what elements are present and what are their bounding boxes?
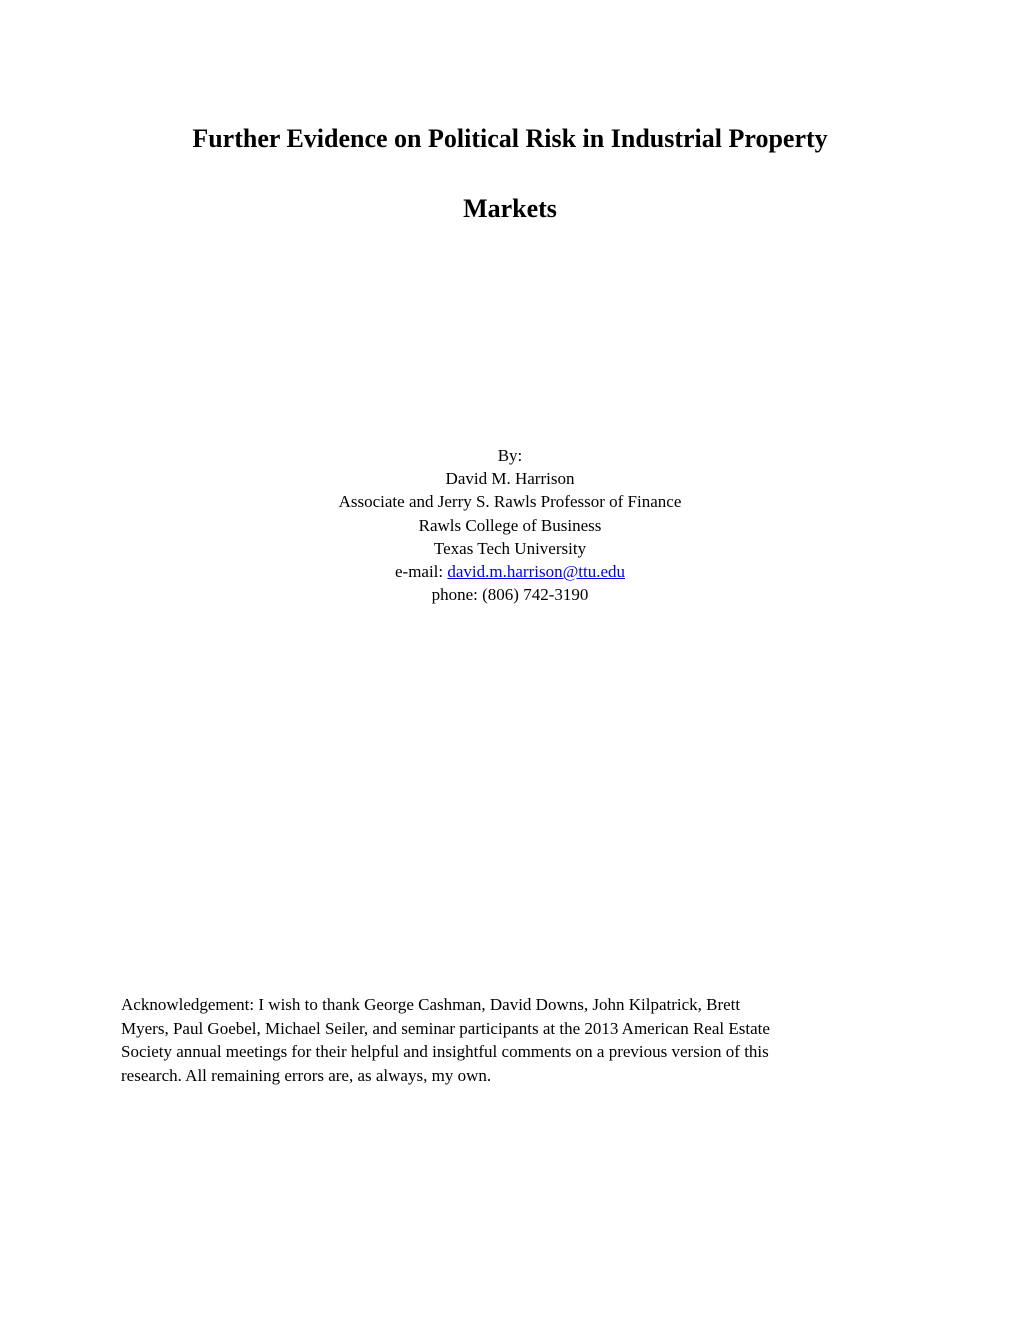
email-label: e-mail: [394,562,448,582]
author-block [0,444,1020,606]
author-phone: phone: (806) 742-3190 [431,585,589,605]
acknowledgement-line: Myers, Paul Goebel, Michael Seiler, and seminar participants at the 2013 American Real Estate [121,1018,770,1038]
acknowledgement-paragraph [121,993,891,1087]
title-line-2: Markets [463,194,557,223]
acknowledgement-line: Acknowledgement: I wish to thank George Cashman, David Downs, John Kilpatrick, Brett [121,995,741,1014]
acknowledgement-line: Society annual meetings for their helpful and insightful comments on a previous version of this [121,1042,769,1061]
author-university: Texas Tech University [433,538,587,558]
by-label: By: [497,446,523,465]
acknowledgement-line: research. All remaining errors are, as always, my own. [121,1065,492,1085]
author-position: Associate and Jerry S. Rawls Professor of Finance [338,492,682,512]
author-name: David M. Harrison [445,469,575,489]
title-line-1: Further Evidence on Political Risk in Industrial Property [192,124,828,153]
author-college: Rawls College of Business [418,515,602,535]
author-email-line [0,560,1020,583]
email-link[interactable]: david.m.harrison@ttu.edu [447,562,625,582]
